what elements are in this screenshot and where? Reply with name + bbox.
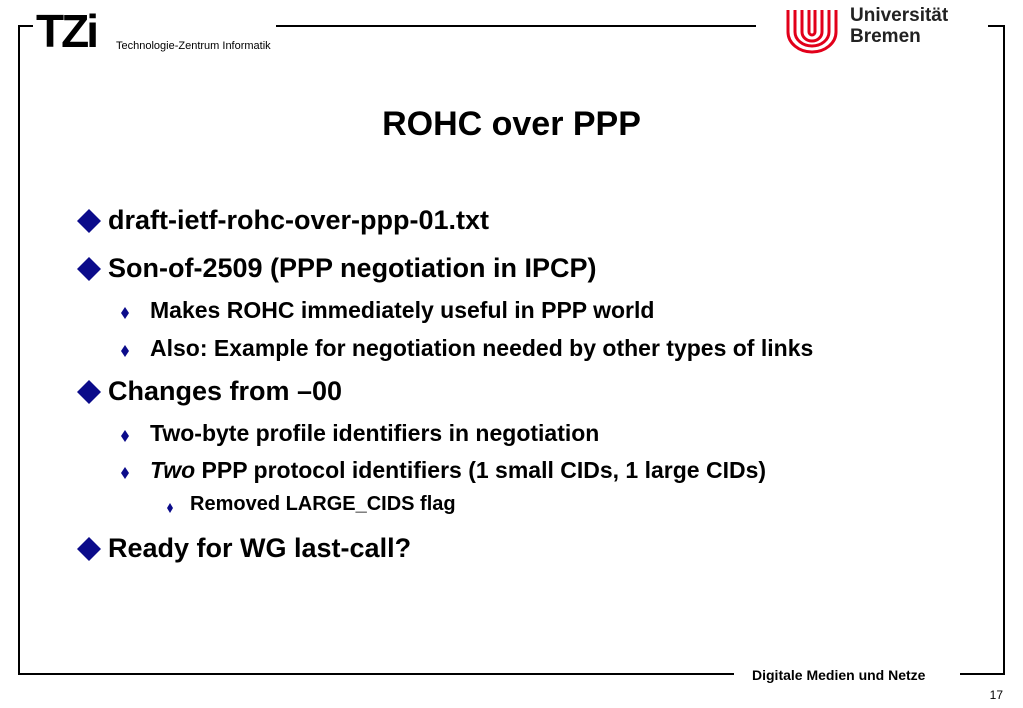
tiny-diamond-bullet-icon xyxy=(167,503,173,513)
sub-bullet-rest: PPP protocol identifiers (1 small CIDs, 1 large CIDs) xyxy=(195,457,767,483)
sub-bullet-text: Makes ROHC immediately useful in PPP world xyxy=(150,297,655,323)
footer-label: Digitale Medien und Netze xyxy=(752,667,926,683)
sub-sub-bullet-text: Removed LARGE_CIDS flag xyxy=(190,493,456,515)
small-diamond-bullet-icon xyxy=(121,307,129,319)
diamond-bullet-icon xyxy=(76,536,102,562)
slide-title: ROHC over PPP xyxy=(382,105,641,143)
diamond-bullet-icon xyxy=(76,208,102,234)
svg-text:TZi: TZi xyxy=(36,8,96,52)
sub-bullet-text: Also: Example for negotiation needed by other types of links xyxy=(150,335,814,361)
tzi-subtitle: Technologie-Zentrum Informatik xyxy=(116,40,271,52)
small-diamond-bullet-icon xyxy=(121,467,129,479)
bullet-text: Son-of-2509 (PPP negotiation in IPCP) xyxy=(108,253,597,283)
sub-bullet-text xyxy=(150,457,766,484)
bullet-text: draft-ietf-rohc-over-ppp-01.txt xyxy=(108,205,490,235)
bullet-text: Ready for WG last-call? xyxy=(108,533,412,563)
sub-bullet-text: Two-byte profile identifiers in negotiation xyxy=(150,420,600,446)
small-diamond-bullet-icon xyxy=(121,345,129,357)
emphasis-text: Two xyxy=(150,457,196,483)
small-diamond-bullet-icon xyxy=(121,430,129,442)
page-number: 17 xyxy=(989,688,1003,702)
university-line2: Bremen xyxy=(850,26,921,47)
bullet-text: Changes from –00 xyxy=(108,376,343,406)
university-line1: Universität xyxy=(850,5,949,26)
diamond-bullet-icon xyxy=(76,256,102,282)
diamond-bullet-icon xyxy=(76,379,102,405)
